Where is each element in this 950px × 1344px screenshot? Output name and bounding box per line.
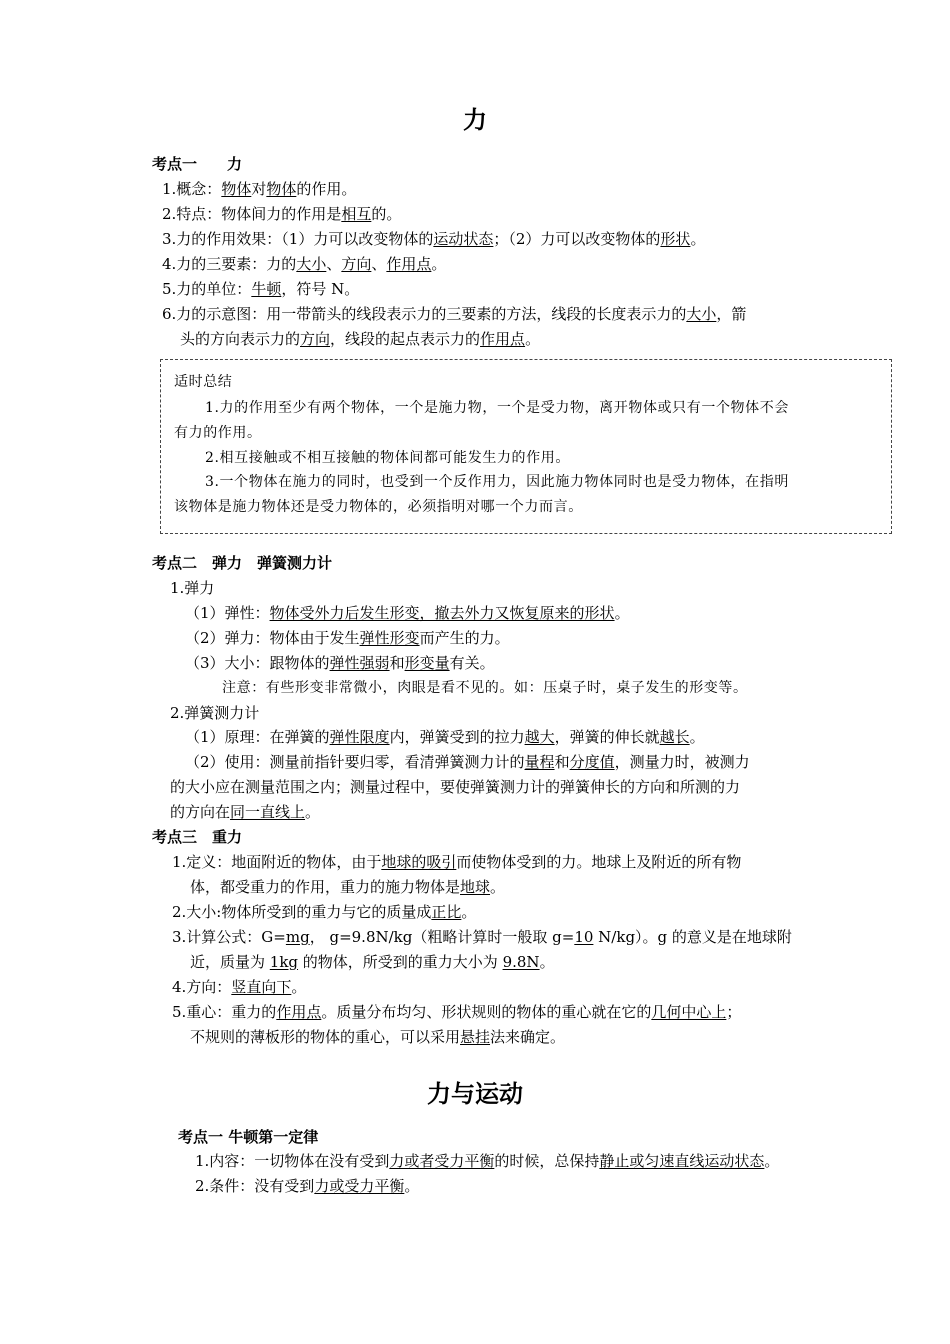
line-note: 注意：有些形变非常微小，肉眼是看不见的。如：压桌子时，桌子发生的形变等。 [222, 680, 748, 696]
line-formula-a: 3.计算公式：G=mg， g=9.8N/kg（粗略计算时一般取 g=10 N/kg）。g 的意义是在地球附 [172, 928, 792, 946]
line-diagram-a: 6.力的示意图：用一带箭头的线段表示力的三要素的方法，线段的长度表示力的大小，箭 [162, 305, 747, 323]
sub-spring-scale: 2.弹簧测力计 [170, 704, 260, 722]
line-principle: （1）原理：在弹簧的弹性限度内，弹簧受到的拉力越大，弹簧的伸长就越长。 [185, 728, 705, 746]
line-definition-a: 1.定义：地面附近的物体，由于地球的吸引而使物体受到的力。地球上及附近的所有物 [172, 853, 742, 871]
line-three-elements: 4.力的三要素：力的大小、方向、作用点。 [162, 255, 447, 273]
line-usage-c: 的方向在同一直线上。 [170, 803, 321, 821]
line-usage-b: 的大小应在测量范围之内；测量过程中，要使弹簧测力计的弹簧伸长的方向和所测的力 [170, 778, 741, 796]
summary-point-1a: 1.力的作用至少有两个物体，一个是施力物，一个是受力物，离开物体或只有一个物体不会 [205, 400, 789, 416]
line-content: 1.内容：一切物体在没有受到力或者受力平衡的时候，总保持静止或匀速直线运动状态。 [195, 1152, 780, 1170]
line-direction: 4.方向：竖直向下。 [172, 978, 307, 996]
line-size: 2.大小:物体所受到的重力与它的质量成正比。 [172, 903, 477, 921]
section-heading-force: 考点一 力 [152, 155, 243, 173]
summary-point-3b: 该物体是施力物体还是受力物体的，必须指明对哪一个力而言。 [174, 499, 583, 515]
line-feature: 2.特点：物体间力的作用是相互的。 [162, 205, 402, 223]
line-diagram-b: 头的方向表示力的方向，线段的起点表示力的作用点。 [180, 330, 541, 348]
line-center-a: 5.重心：重力的作用点。质量分布均匀、形状规则的物体的重心就在它的几何中心上； [172, 1003, 742, 1021]
motion-title: 力与运动 [427, 1080, 523, 1108]
line-elasticity: （1）弹性：物体受外力后发生形变，撤去外力又恢复原来的形状。 [185, 604, 630, 622]
line-definition-b: 体，都受重力的作用，重力的施力物体是地球。 [190, 878, 506, 896]
summary-point-2: 2.相互接触或不相互接触的物体间都可能发生力的作用。 [205, 450, 570, 466]
section-heading-newton: 考点一 牛顿第一定律 [178, 1128, 319, 1146]
line-magnitude: （3）大小：跟物体的弹性强弱和形变量有关。 [185, 654, 495, 672]
line-unit: 5.力的单位：牛顿，符号 N。 [162, 280, 360, 298]
summary-point-1b: 有力的作用。 [174, 425, 262, 441]
line-usage-a: （2）使用：测量前指针要归零，看清弹簧测力计的量程和分度值，测量力时，被测力 [185, 753, 750, 771]
line-condition: 2.条件：没有受到力或受力平衡。 [195, 1177, 420, 1195]
line-center-b: 不规则的薄板形的物体的重心，可以采用悬挂法来确定。 [190, 1028, 566, 1046]
summary-title: 适时总结 [174, 374, 233, 390]
page-title: 力 [463, 106, 487, 134]
section-heading-gravity: 考点三 重力 [152, 828, 243, 846]
line-formula-b: 近，质量为 1kg 的物体，所受到的重力大小为 9.8N。 [190, 953, 555, 971]
line-elastic-force: （2）弹力：物体由于发生弹性形变而产生的力。 [185, 629, 510, 647]
section-heading-elastic: 考点二 弹力 弹簧测力计 [152, 554, 333, 572]
line-effect: 3.力的作用效果：（1）力可以改变物体的运动状态；（2）力可以改变物体的形状。 [162, 230, 706, 248]
sub-elastic: 1.弹力 [170, 579, 215, 597]
line-concept: 1.概念：物体对物体的作用。 [162, 180, 357, 198]
summary-point-3a: 3.一个物体在施力的同时，也受到一个反作用力，因此施力物体同时也是受力物体，在指明 [205, 474, 789, 490]
